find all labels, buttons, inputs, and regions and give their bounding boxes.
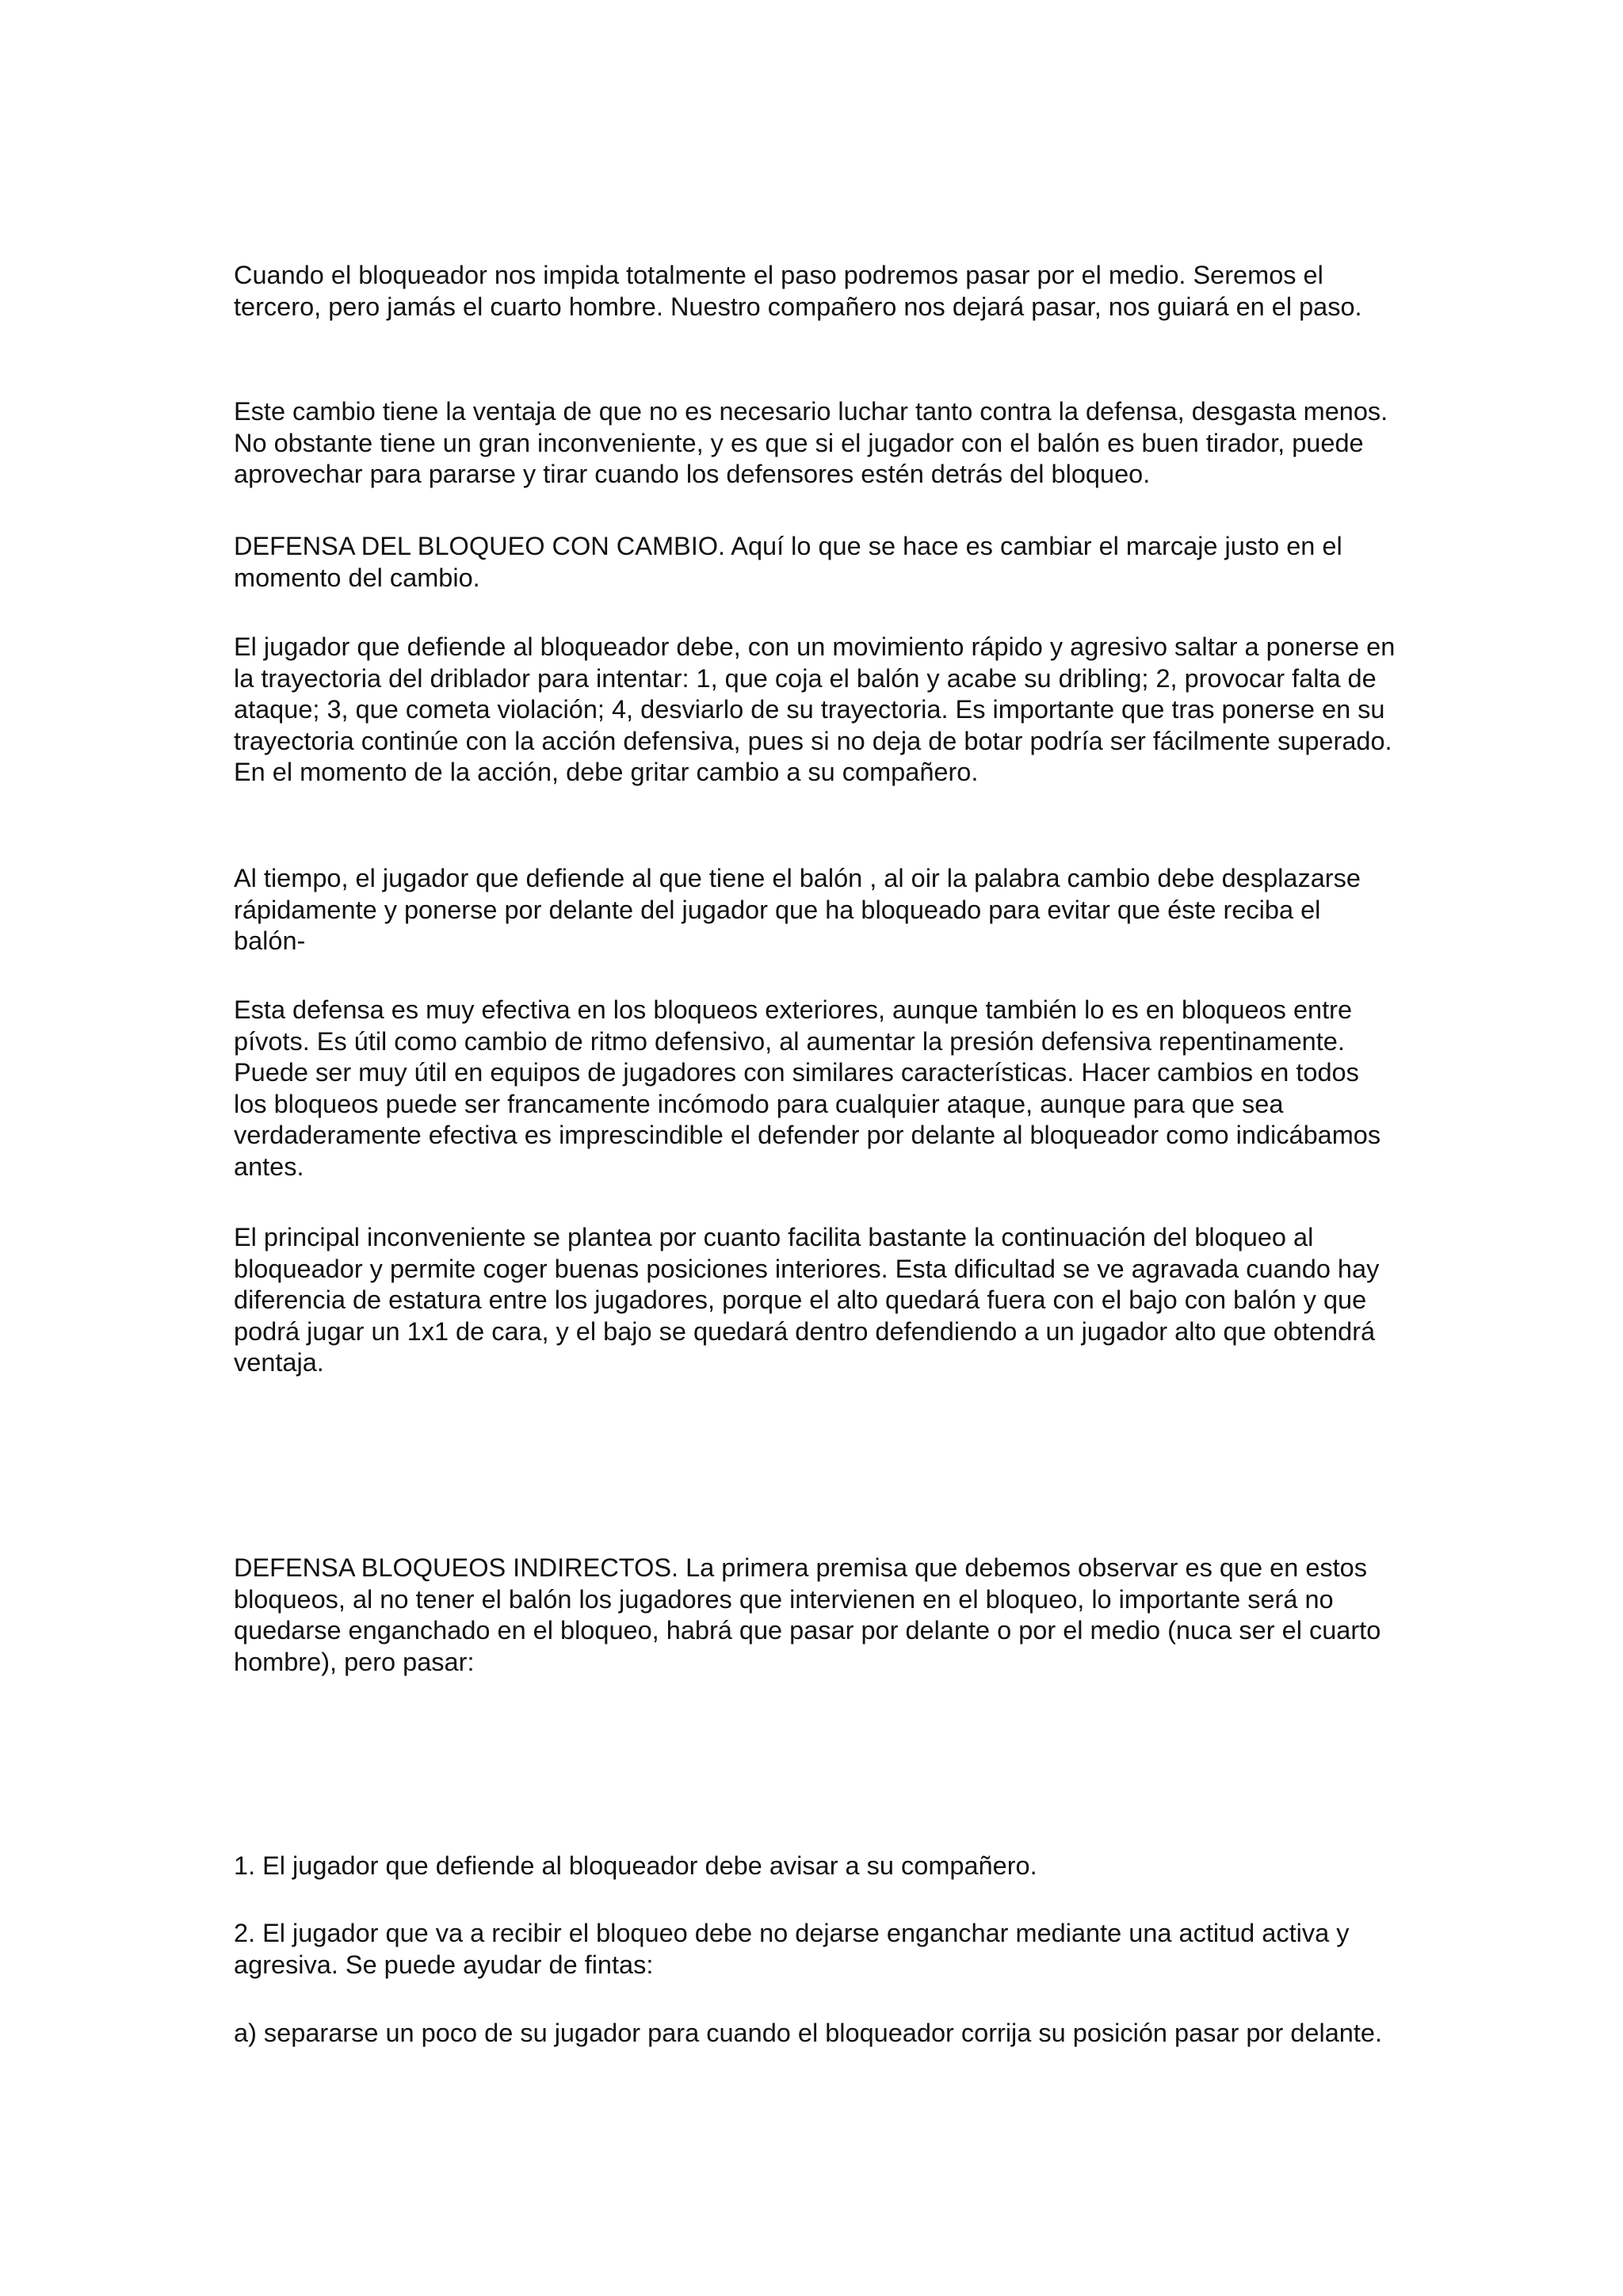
paragraph-3-heading: DEFENSA DEL BLOQUEO CON CAMBIO. Aquí lo que se hace es cambiar el marcaje justo en el momento del cambio. (234, 532, 1342, 592)
paragraph-4: El jugador que defiende al bloqueador debe, con un movimiento rápido y agresivo saltar a ponerse en la trayectoria del driblador para intentar: 1, que coja el balón y acabe su dribling; 2, provocar falta de ataque; 3, que cometa violación; 4, desviarlo de su trayectoria. Es importante que tras ponerse en su trayectoria continúe con la acción defensiva, pues si no deja de botar podría ser fácilmente superado. En el momento de la acción, debe gritar cambio a su compañero. (234, 632, 1396, 786)
paragraph-6: Esta defensa es muy efectiva en los bloqueos exteriores, aunque también lo es en bloqueos entre pívots. Es útil como cambio de ritmo defensivo, al aumentar la presión defensiva repentinamente. Puede ser muy útil en equipos de jugadores con similares características. Hacer cambios en todos los bloqueos puede ser francamente incómodo para cualquier ataque, aunque para que sea verdaderamente efectiva es imprescindible el defender por delante al bloqueador como indicábamos antes. (234, 995, 1381, 1181)
paragraph-1: Cuando el bloqueador nos impida totalmente el paso podremos pasar por el medio. Seremos el tercero, pero jamás el cuarto hombre. Nuestro compañero nos dejará pasar, nos guiará en el paso. (234, 261, 1362, 321)
list-item-2: 2. El jugador que va a recibir el bloqueo debe no dejarse enganchar mediante una actitud activa y agresiva. Se puede ayudar de fintas: (234, 1919, 1350, 1979)
sub-item-a: a) separarse un poco de su jugador para cuando el bloqueador corrija su posición pasar por delante. (234, 2019, 1382, 2047)
paragraph-8-heading: DEFENSA BLOQUEOS INDIRECTOS. La primera premisa que debemos observar es que en estos bloqueos, al no tener el balón los jugadores que intervienen en el bloqueo, lo importante será no quedarse enganchado en el bloqueo, habrá que pasar por delante o por el medio (nuca ser el cuarto hombre), pero pasar: (234, 1553, 1381, 1676)
paragraph-2: Este cambio tiene la ventaja de que no es necesario luchar tanto contra la defensa, desgasta menos. No obstante tiene un gran inconveniente, y es que si el jugador con el balón es buen tirador, puede aprovechar para pararse y tirar cuando los defensores estén detrás del bloqueo. (234, 397, 1388, 488)
paragraph-7: El principal inconveniente se plantea por cuanto facilita bastante la continuación del bloqueo al bloqueador y permite coger buenas posiciones interiores. Esta dificultad se ve agravada cuando hay diferencia de estatura entre los jugadores, porque el alto quedará fuera con el bajo con balón y que podrá jugar un 1x1 de cara, y el bajo se quedará dentro defendiendo a un jugador alto que obtendrá ventaja. (234, 1223, 1380, 1377)
paragraph-5: Al tiempo, el jugador que defiende al que tiene el balón , al oir la palabra cambio debe desplazarse rápidamente y ponerse por delante del jugador que ha bloqueado para evitar que éste reciba el balón- (234, 864, 1361, 955)
list-item-1: 1. El jugador que defiende al bloqueador debe avisar a su compañero. (234, 1851, 1037, 1880)
